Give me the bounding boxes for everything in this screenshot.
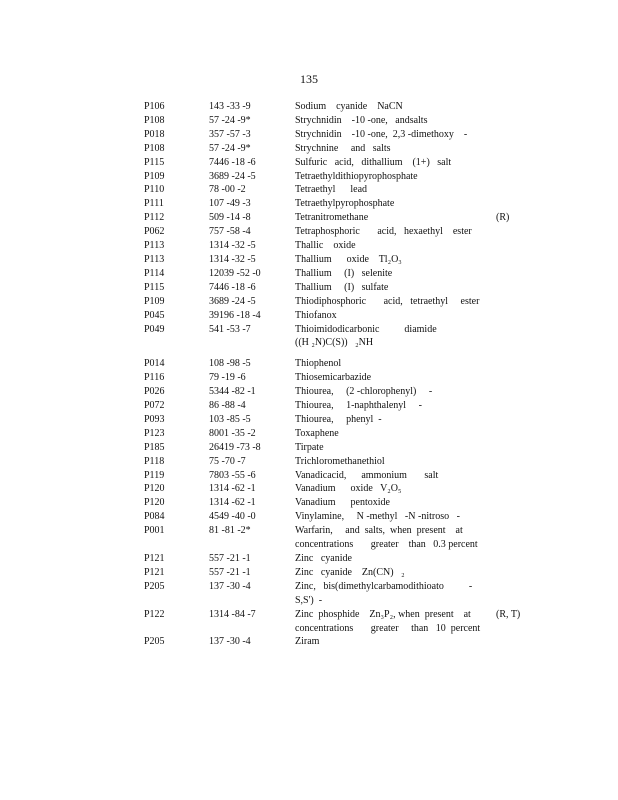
page-number: 135: [300, 72, 318, 86]
substance-name-line: Vanadicacid, ammonium salt: [295, 469, 439, 481]
hazard-flag: (R): [496, 212, 510, 224]
table-row: [144, 441, 524, 455]
table-row: [144, 128, 524, 142]
substance-name-line: S,S') -: [295, 594, 323, 606]
waste-code: P001: [144, 525, 165, 537]
waste-code: P115: [144, 156, 165, 168]
waste-code: P106: [144, 101, 165, 112]
cas-number: 541 -53 -7: [209, 323, 251, 335]
cas-number: 137 -30 -4: [209, 636, 251, 648]
substance-name-line: Thioimidodicarbonic diamide: [295, 323, 437, 335]
table-row: [144, 608, 524, 636]
substance-name-line: Vinylamine, N -methyl -N -nitroso -: [295, 511, 460, 523]
table-row: [144, 323, 524, 351]
substance-name-line: Thiofanox: [295, 309, 337, 321]
waste-code: P093: [144, 413, 165, 425]
waste-code: P120: [144, 483, 165, 495]
cas-number: 26419 -73 -8: [209, 441, 261, 453]
substance-name-line: Sodium cyanide NaCN: [295, 101, 403, 112]
waste-code: P113: [144, 253, 165, 265]
waste-code: P112: [144, 212, 165, 224]
cas-number: 8001 -35 -2: [209, 427, 256, 439]
substance-name-line: Thiosemicarbazide: [295, 372, 372, 384]
table-row: [144, 142, 524, 156]
table-row: [144, 635, 524, 649]
cas-number: 5344 -82 -1: [209, 386, 256, 398]
substance-name-line: Vanadium pentoxide: [295, 497, 390, 509]
waste-code: P049: [144, 323, 165, 335]
waste-code: P109: [144, 295, 165, 307]
table-row: [144, 309, 524, 323]
table-row: [144, 183, 524, 197]
waste-code: P113: [144, 240, 165, 252]
waste-code: P026: [144, 386, 165, 398]
waste-code: P018: [144, 128, 165, 140]
cas-number: 357 -57 -3: [209, 128, 251, 140]
substance-name-line: Tetraethyldithiopyrophosphate: [295, 170, 418, 182]
waste-code: P111: [144, 198, 164, 210]
table-row: [144, 413, 524, 427]
waste-code: P118: [144, 455, 165, 467]
waste-code: P115: [144, 281, 165, 293]
substance-name-line: Zinc cyanide Zn(CN) ₂: [295, 566, 405, 578]
substance-name-line: Thallic oxide: [295, 240, 356, 252]
substance-name-line: Zinc phosphide Zn₃P₂, when present at: [295, 608, 471, 620]
cas-number: 78 -00 -2: [209, 184, 246, 196]
waste-code: P109: [144, 170, 165, 182]
substance-name-line: Toxaphene: [295, 427, 339, 439]
cas-number: 509 -14 -8: [209, 212, 251, 224]
cas-number: 557 -21 -1: [209, 553, 251, 564]
substance-name-line: Sulfuric acid, dithallium (1+) salt: [295, 156, 452, 168]
table-row: [144, 295, 524, 309]
table-row: [144, 496, 524, 510]
substance-name-line: Tirpate: [295, 441, 324, 453]
waste-code: P116: [144, 372, 165, 384]
table-row: [144, 469, 524, 483]
substance-name-line: ((H ₂N)C(S)) ₂NH: [295, 337, 374, 349]
substance-name-line: concentrations greater than 0.3 percent: [295, 539, 478, 551]
cas-number: 57 -24 -9*: [209, 114, 251, 126]
cas-number: 1314 -32 -5: [209, 253, 256, 265]
cas-number: 3689 -24 -5: [209, 170, 256, 182]
table-row: [144, 510, 524, 524]
substance-name-line: Thallium (I) selenite: [295, 267, 393, 279]
substance-name-line: Tetraphosphoric acid, hexaethyl ester: [295, 226, 472, 238]
waste-code: P205: [144, 580, 165, 592]
cas-number: 75 -70 -7: [209, 455, 246, 467]
waste-code: P119: [144, 469, 165, 481]
substance-name-line: Thiourea, (2 -chlorophenyl) -: [295, 386, 433, 398]
waste-code: P108: [144, 142, 165, 154]
table-row: [144, 197, 524, 211]
waste-code: P205: [144, 636, 165, 648]
cas-number: 57 -24 -9*: [209, 142, 251, 154]
row-spacer: [144, 350, 524, 357]
waste-code: P062: [144, 226, 165, 238]
cas-number: 12039 -52 -0: [209, 267, 261, 279]
table-row: [144, 156, 524, 170]
cas-number: 7803 -55 -6: [209, 469, 256, 481]
table-row: [144, 100, 524, 114]
waste-code: P084: [144, 511, 165, 523]
cas-number: 86 -88 -4: [209, 400, 246, 412]
cas-number: 137 -30 -4: [209, 580, 251, 592]
cas-number: 79 -19 -6: [209, 372, 246, 384]
cas-number: 1314 -84 -7: [209, 608, 256, 620]
table-row: [144, 552, 524, 566]
waste-code: P120: [144, 497, 165, 509]
table-row: [144, 267, 524, 281]
waste-code: P185: [144, 441, 165, 453]
table-row: [144, 566, 524, 580]
table-row: [144, 524, 524, 552]
cas-number: 81 -81 -2*: [209, 525, 251, 537]
table-row: [144, 253, 524, 267]
hazardous-waste-table: [144, 100, 524, 649]
substance-name-line: Ziram: [295, 636, 320, 648]
substance-name-line: Trichloromethanethiol: [295, 455, 385, 467]
cas-number: 3689 -24 -5: [209, 295, 256, 307]
table-row: [144, 580, 524, 608]
substance-name-line: Tetraethyl lead: [295, 184, 368, 196]
table-row: [144, 385, 524, 399]
table-row: [144, 225, 524, 239]
cas-number: 1314 -32 -5: [209, 240, 256, 252]
cas-number: 757 -58 -4: [209, 226, 251, 238]
cas-number: 7446 -18 -6: [209, 281, 256, 293]
substance-name-line: Strychnidin -10 -one, 2,3 -dimethoxy -: [295, 128, 468, 140]
table-row: [144, 281, 524, 295]
hazard-flag: (R, T): [496, 608, 521, 620]
waste-code: P072: [144, 400, 165, 412]
waste-code: P110: [144, 184, 165, 196]
table-row: [144, 399, 524, 413]
waste-code: P108: [144, 114, 165, 126]
substance-name-line: Thallium (I) sulfate: [295, 281, 389, 293]
substance-name-line: concentrations greater than 10 percent: [295, 622, 481, 634]
waste-code: P121: [144, 566, 165, 578]
waste-code: P121: [144, 553, 165, 564]
table-row: [144, 211, 524, 225]
substance-name-line: Tetraethylpyrophosphate: [295, 198, 395, 210]
table-row: [144, 114, 524, 128]
substance-name-line: Strychnine and salts: [295, 142, 391, 154]
substance-name-line: Tetranitromethane: [295, 212, 369, 224]
table-row: [144, 427, 524, 441]
substance-name-line: Strychnidin -10 -one, andsalts: [295, 114, 428, 126]
substance-name-line: Zinc, bis(dimethylcarbamodithioato -: [295, 580, 473, 592]
waste-code: P045: [144, 309, 165, 321]
substance-name-line: Thallium oxide Tl₂O₃: [295, 253, 402, 265]
substance-name-line: Vanadium oxide V₂O₅: [295, 483, 402, 495]
substance-name-line: Thiophenol: [295, 358, 342, 370]
cas-number: 39196 -18 -4: [209, 309, 261, 321]
substance-name-line: Thiodiphosphoric acid, tetraethyl ester: [295, 295, 480, 307]
waste-code: P114: [144, 267, 165, 279]
cas-number: 107 -49 -3: [209, 198, 251, 210]
table-row: [144, 239, 524, 253]
table-row: [144, 371, 524, 385]
substance-name-line: Zinc cyanide: [295, 553, 352, 564]
substance-name-line: Thiourea, 1-naphthalenyl -: [295, 400, 422, 412]
waste-code: P014: [144, 358, 165, 370]
cas-number: 1314 -62 -1: [209, 497, 256, 509]
cas-number: 108 -98 -5: [209, 358, 251, 370]
table-row: [144, 357, 524, 371]
table-row: [144, 170, 524, 184]
waste-code: P122: [144, 608, 165, 620]
cas-number: 557 -21 -1: [209, 566, 251, 578]
substance-name-line: Warfarin, and salts, when present at: [295, 525, 463, 537]
substance-name-line: Thiourea, phenyl -: [295, 413, 382, 425]
cas-number: 4549 -40 -0: [209, 511, 256, 523]
table-row: [144, 482, 524, 496]
cas-number: 103 -85 -5: [209, 413, 251, 425]
waste-code: P123: [144, 427, 165, 439]
table-row: [144, 455, 524, 469]
cas-number: 1314 -62 -1: [209, 483, 256, 495]
cas-number: 7446 -18 -6: [209, 156, 256, 168]
cas-number: 143 -33 -9: [209, 101, 251, 112]
